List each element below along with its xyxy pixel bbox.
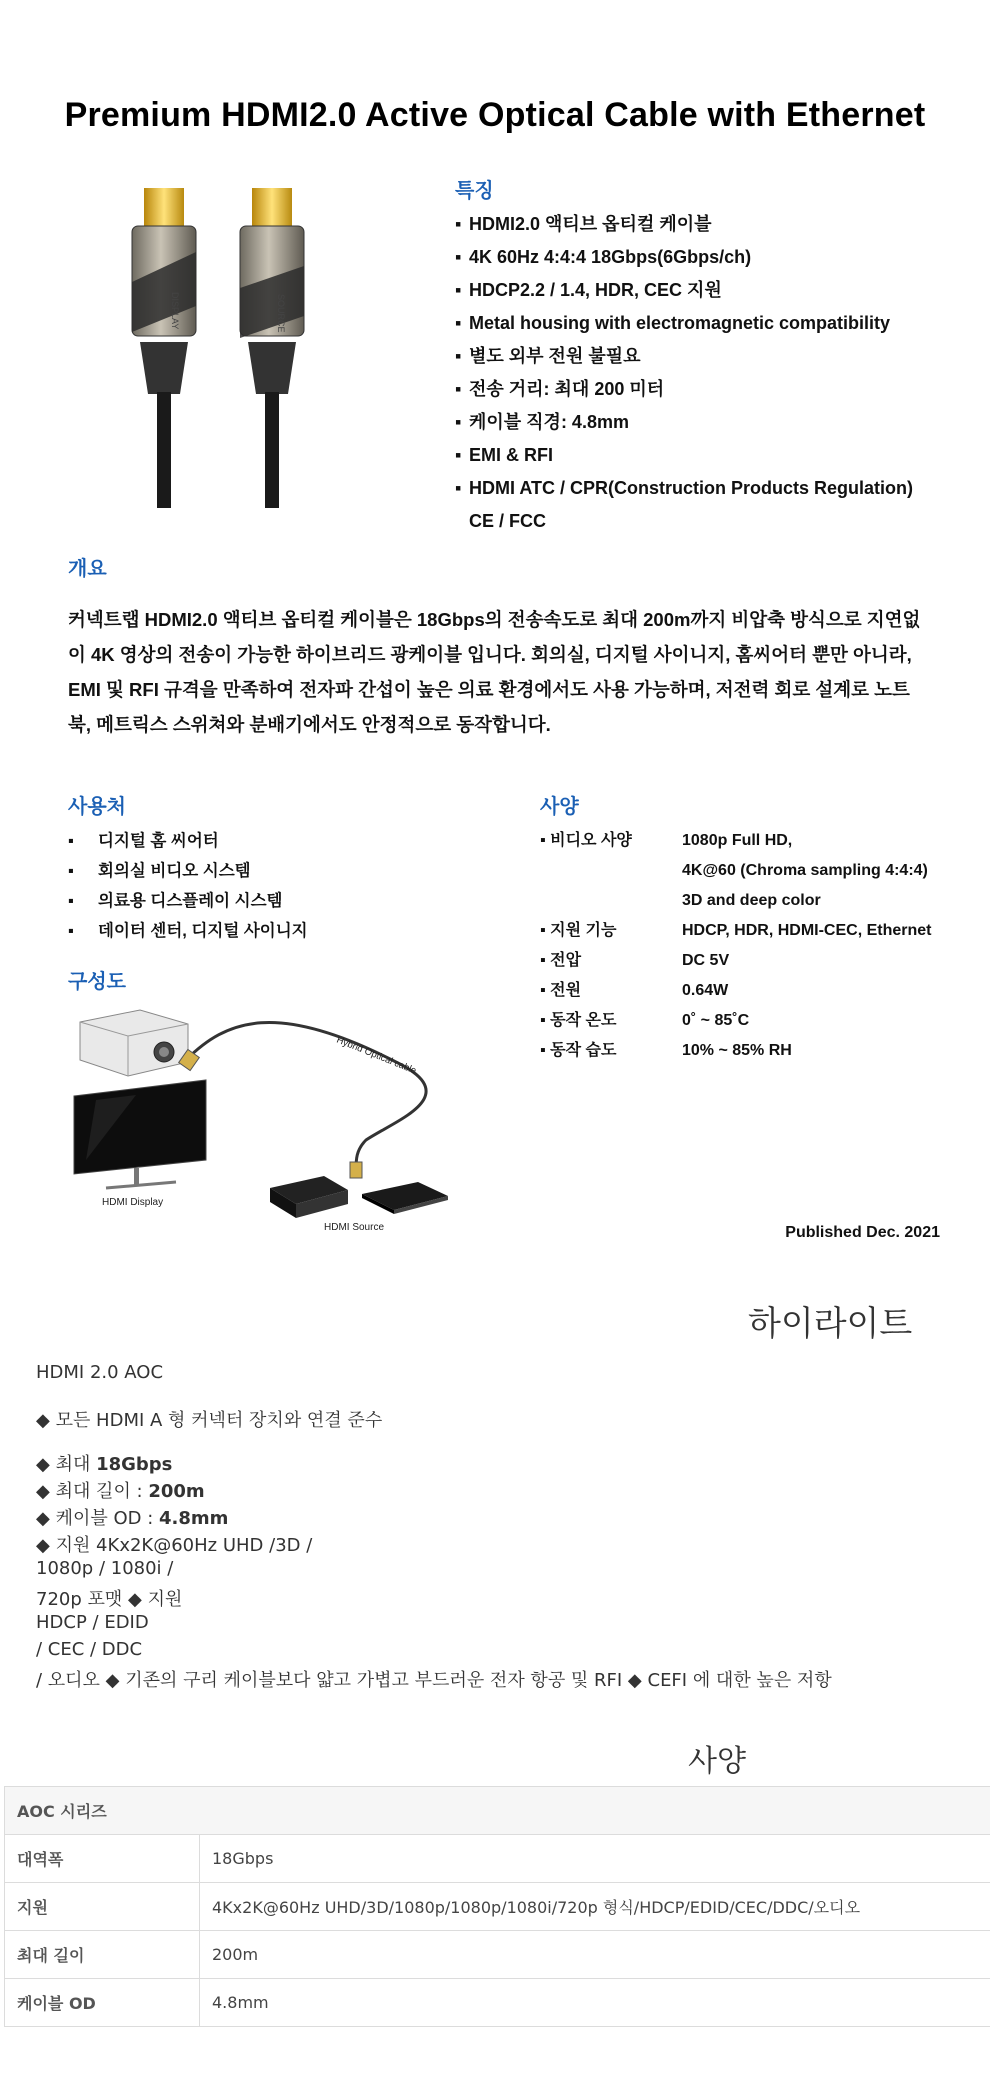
table-value: 18Gbps: [200, 1835, 990, 1883]
cable-label: Hybrid Optical cable: [334, 1034, 418, 1077]
specs-heading: 사양: [540, 796, 579, 818]
highlight-line: ◆ 최대 18Gbps: [36, 1454, 173, 1475]
connector-right: [240, 188, 304, 508]
usage-heading: 사용처: [68, 796, 126, 818]
optical-cable: [186, 1022, 426, 1170]
highlight-line: ◆ 모든 HDMI A 형 커넥터 장치와 연결 준수: [36, 1410, 383, 1431]
display-image: [74, 1080, 206, 1188]
feature-item: ▪ HDCP2.2 / 1.4, HDR, CEC 지원: [455, 280, 722, 300]
usage-item: ▪ 디지털 홈 씨어터: [68, 832, 219, 850]
usage-item: ▪ 데이터 센터, 디지털 사이니지: [68, 922, 308, 940]
table-key: 지원: [5, 1883, 200, 1931]
feature-item: ▪ 4K 60Hz 4:4:4 18Gbps(6Gbps/ch): [455, 247, 752, 267]
spec-table: [4, 1786, 990, 2027]
highlight-line: 1080p / 1080i /: [36, 1558, 174, 1579]
highlight-line: HDMI 2.0 AOC: [36, 1362, 164, 1383]
diagram-heading: 구성도: [68, 971, 126, 993]
table-row: [5, 1883, 990, 1931]
highlight-line: 720p 포맷 ◆ 지원: [36, 1589, 183, 1610]
source-devices-image: [270, 1176, 448, 1218]
product-image: [110, 182, 335, 508]
feature-item: ▪ EMI & RFI: [455, 445, 553, 465]
highlight-line: ◆ 최대 길이 : 200m: [36, 1481, 205, 1502]
page-title: Premium HDMI2.0 Active Optical Cable with Ethernet: [64, 96, 926, 134]
features-list: [455, 208, 975, 538]
table-key: 대역폭: [5, 1835, 200, 1883]
source-label: HDMI Source: [324, 1222, 385, 1233]
table-row: [5, 1979, 990, 2027]
highlight-line: / 오디오 ◆ 기존의 구리 케이블보다 얇고 가볍고 부드러운 전자 항공 및 RFI ◆ CEFI 에 대한 높은 저항: [36, 1670, 832, 1691]
table-header-cell: AOC 시리즈: [5, 1787, 990, 1835]
table-row: [5, 1835, 990, 1883]
table-value: 4.8mm: [200, 1979, 990, 2027]
overview-text: 커넥트랩 HDMI2.0 액티브 옵티컬 케이블은 18Gbps의 전송속도로 최대 200m까지 비압축 방식으로 지연없 이 4K 영상의 전송이 가능한 하이브리드 광케이블 입니다. 회의실, 디지털 사이니지, 홈씨어터 뿐만 아니라, EMI 및 RFI 규격을 만족하여 전자파 간섭이 높은 의료 환경에서도 사용 가능하며, 저전력 회로 설계로 노트 북, 메트릭스 스위쳐와 분배기에서도 안정적으로 동작합니다.: [68, 609, 921, 735]
usage-list: [68, 826, 308, 946]
specs-list: [540, 826, 932, 1066]
highlight-line: / CEC / DDC: [36, 1639, 143, 1660]
table-key: 케이블 OD: [5, 1979, 200, 2027]
feature-item: ▪ 별도 외부 전원 불필요: [455, 346, 641, 366]
connector-left-label: DISPLAY: [170, 292, 180, 330]
overview-heading: 개요: [68, 558, 107, 580]
highlight-line: ◆ 케이블 OD : 4.8mm: [36, 1508, 229, 1529]
feature-item: ▪ Metal housing with electromagnetic compatibility: [455, 313, 891, 333]
table-key: 최대 길이: [5, 1931, 200, 1979]
spec-table-title: 사양: [688, 1744, 746, 1779]
table-value: 4Kx2K@60Hz UHD/3D/1080p/1080p/1080i/720p 형식/HDCP/EDID/CEC/DDC/오디오: [200, 1883, 990, 1931]
display-label: HDMI Display: [102, 1197, 164, 1208]
table-row: [5, 1931, 990, 1979]
usage-item: ▪ 회의실 비디오 시스템: [68, 862, 251, 880]
feature-item: ▪ 케이블 직경: 4.8mm: [455, 412, 629, 432]
connector-right-label: SOURCE: [276, 294, 286, 333]
spec-row: ▪ 전압 DC 5V: [540, 952, 730, 969]
projector-image: [80, 1010, 188, 1076]
feature-item: ▪ HDMI2.0 액티브 옵티컬 케이블: [455, 214, 712, 234]
highlight-line: HDCP / EDID: [36, 1612, 149, 1633]
spec-row: ▪ 동작 습도 10% ~ 85% RH: [540, 1042, 792, 1059]
feature-item: CE / FCC: [469, 511, 547, 531]
spec-row: ▪ 전원 0.64W: [540, 982, 729, 999]
spec-row: 4K@60 (Chroma sampling 4:4:4): [682, 862, 928, 879]
feature-item: ▪ 전송 거리: 최대 200 미터: [455, 379, 665, 399]
usage-item: ▪ 의료용 디스플레이 시스템: [68, 892, 283, 910]
spec-row: ▪ 지원 기능 HDCP, HDR, HDMI-CEC, Ethernet: [540, 922, 932, 939]
table-header-row: [5, 1787, 990, 1835]
connection-diagram: [66, 1000, 476, 1236]
highlight-line: ◆ 지원 4Kx2K@60Hz UHD /3D /: [36, 1535, 313, 1556]
features-heading: 특징: [455, 180, 494, 202]
table-value: 200m: [200, 1931, 990, 1979]
spec-row: ▪ 동작 온도 0˚ ~ 85˚C: [540, 1012, 750, 1029]
connector-left: [132, 188, 196, 508]
feature-item: ▪ HDMI ATC / CPR(Construction Products Regulation): [455, 478, 913, 498]
highlights-title: 하이라이트: [748, 1304, 913, 1344]
published-date: Published Dec. 2021: [785, 1224, 940, 1241]
spec-row: ▪ 비디오 사양 1080p Full HD,: [540, 832, 793, 849]
spec-row: 3D and deep color: [682, 892, 821, 909]
